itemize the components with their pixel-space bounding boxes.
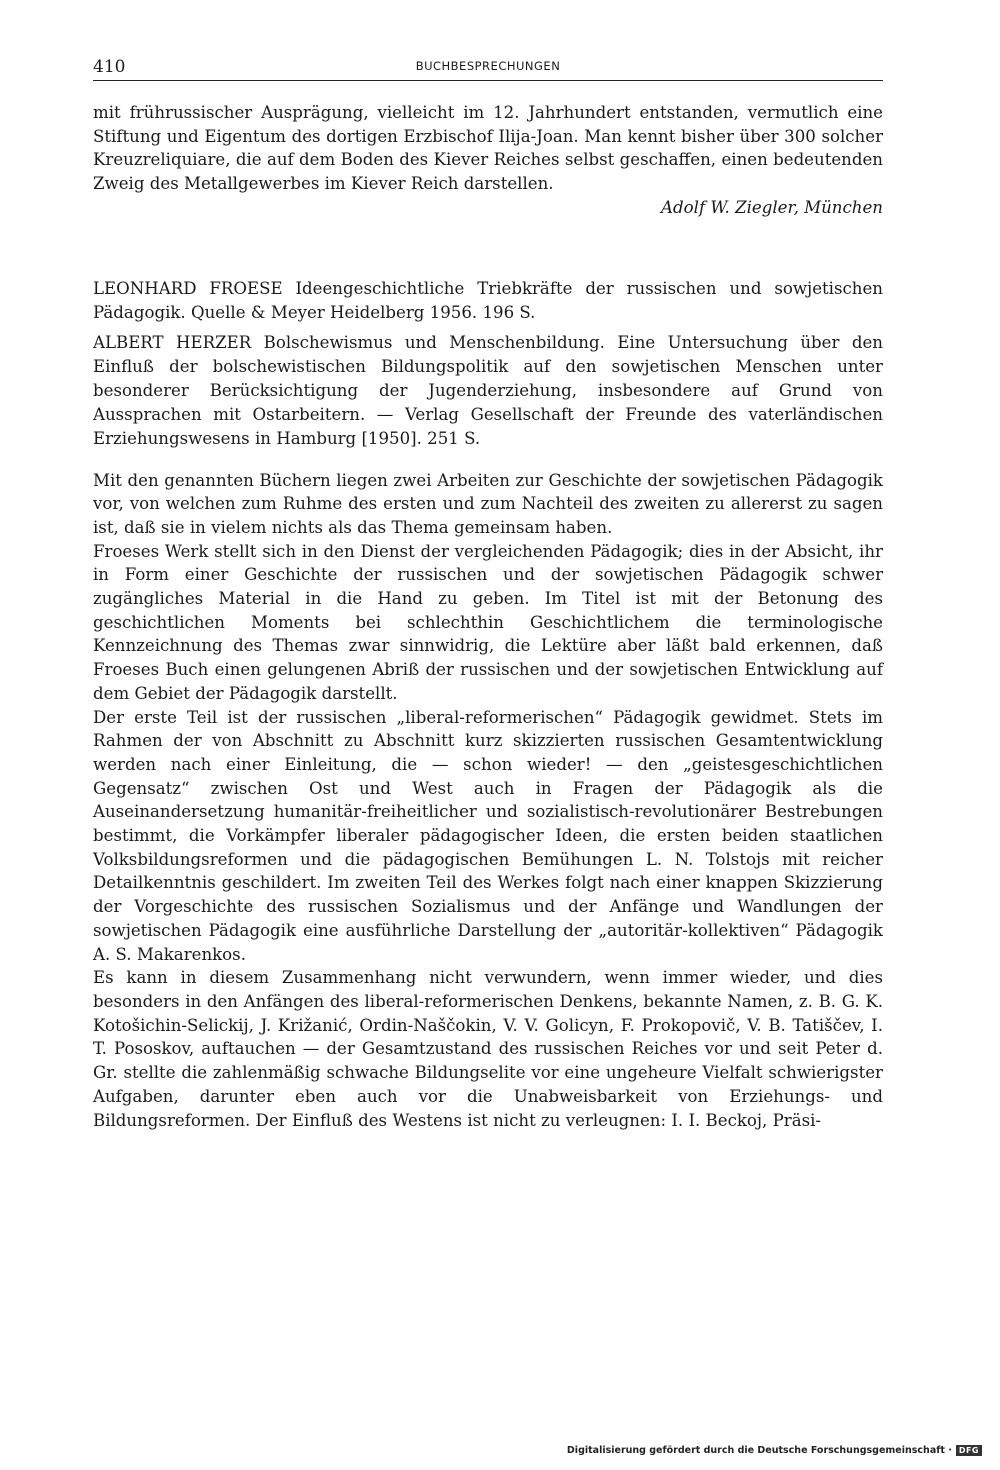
bibliography-entry-herzer: ALBERT HERZER Bolschewismus und Menschenbildung. Eine Untersuchung über den Einfluß der bolschewistischen Bildungspolitik auf den sowjetischen Menschen unter besonderer Berücksichtigung der Jugenderziehung, insbesondere auf Grund von Aussprachen mit Ostarbeitern. — Verlag Gesellschaft der Freunde des vaterländischen Erziehungswesens in Hamburg [1950]. 251 S.	[93, 332, 883, 448]
review-end-paragraph: mit frührussischer Ausprägung, vielleicht im 12. Jahrhundert entstanden, vermutlich eine Stiftung und Eigentum des dortigen Erzbischof Ilija-Joan. Man kennt bisher über 300 solcher Kreuzreliquiare, die auf dem Boden des Kiever Reiches selbst geschaffen, einen bedeutenden Zweig des Metallgewerbes im Kiever Reich darstellen.	[93, 103, 883, 194]
body-paragraph: Froeses Werk stellt sich in den Dienst der vergleichenden Pädagogik; dies in der Absicht, ihr in Form einer Geschichte der russischen und der sowjetischen Pädagogik schwer zugängliches Material in die Hand zu geben. Im Titel ist mit der Betonung des geschichtlichen Moments bei schlechthin Geschichtlichem die terminologische Kennzeichnung des Themas zwar sinnwidrig, die Lektüre aber läßt bald erkennen, daß Froeses Buch einen gelungenen Abriß der russischen und der sowjetischen Entwicklung auf dem Gebiet der Pädagogik darstellt.	[93, 541, 883, 703]
running-head: BUCHBESPRECHUNGEN	[415, 59, 561, 73]
dfg-logo: DFG	[956, 1445, 982, 1456]
bibliography-entry-froese: LEONHARD FROESE Ideengeschichtliche Triebkräfte der russischen und sowjetischen Pädagogik. Quelle & Meyer Heidelberg 1956. 196 S.	[93, 278, 883, 322]
body-paragraph: Es kann in diesem Zusammenhang nicht verwundern, wenn immer wieder, und dies besonders in den Anfängen des liberal-reformerischen Denkens, bekannte Namen, z. B. G. K. Kotošichin-Selickij, J. Križanić, Ordin-Naščokin, V. V. Golicyn, F. Prokopovič, V. B. Tatiščev, I. T. Pososkov, auftauchen — der Gesamtzustand des russischen Reiches vor und seit Peter d. Gr. stellte die zahlenmäßig schwache Bildungselite vor eine ungeheure Vielfalt schwierigster Aufgaben, darunter eben auch vor die Unabweisbarkeit von Erziehungs- und Bildungsreformen. Der Einfluß des Westens ist nicht zu verleugnen: I. I. Beckoj, Präsi-	[93, 968, 883, 1130]
footer-text: Digitalisierung gefördert durch die Deutsche Forschungsgemeinschaft ·	[566, 1445, 952, 1456]
reviewer-signature: Adolf W. Ziegler, München	[661, 197, 883, 217]
page-number: 410	[93, 57, 126, 77]
page-header	[93, 54, 883, 81]
body-paragraph: Mit den genannten Büchern liegen zwei Arbeiten zur Geschichte der sowjetischen Pädagogik vor, von welchen zum Ruhme des ersten und zum Nachteil des zweiten zu allererst zu sagen ist, daß sie in vielem nichts als das Thema gemeinsam haben.	[93, 470, 883, 537]
body-paragraph: Der erste Teil ist der russischen „liberal-reformerischen“ Pädagogik gewidmet. Stets im Rahmen der von Abschnitt zu Abschnitt kurz skizzierten russischen Gesamtentwicklung werden nach einer Einleitung, die — schon wieder! — den „geistesgeschichtlichen Gegensatz“ zwischen Ost und West auch in Fragen der Pädagogik als die Auseinandersetzung humanitär-freiheitlicher und sozialistisch-revolutionärer Bestrebungen bestimmt, die Vorkämpfer liberaler pädagogischer Ideen, die ersten beiden staatlichen Volksbildungsreformen und die pädagogischen Bemühungen L. N. Tolstojs mit reicher Detailkenntnis geschildert. Im zweiten Teil des Werkes folgt nach einer knappen Skizzierung der Vorgeschichte des russischen Sozialismus und der Anfänge und Wandlungen der sowjetischen Pädagogik eine ausführliche Darstellung der „autoritär-kollektiven“ Pädagogik A. S. Makarenkos.	[93, 707, 883, 964]
page-content	[93, 54, 883, 1132]
digitization-footer	[567, 1445, 982, 1456]
